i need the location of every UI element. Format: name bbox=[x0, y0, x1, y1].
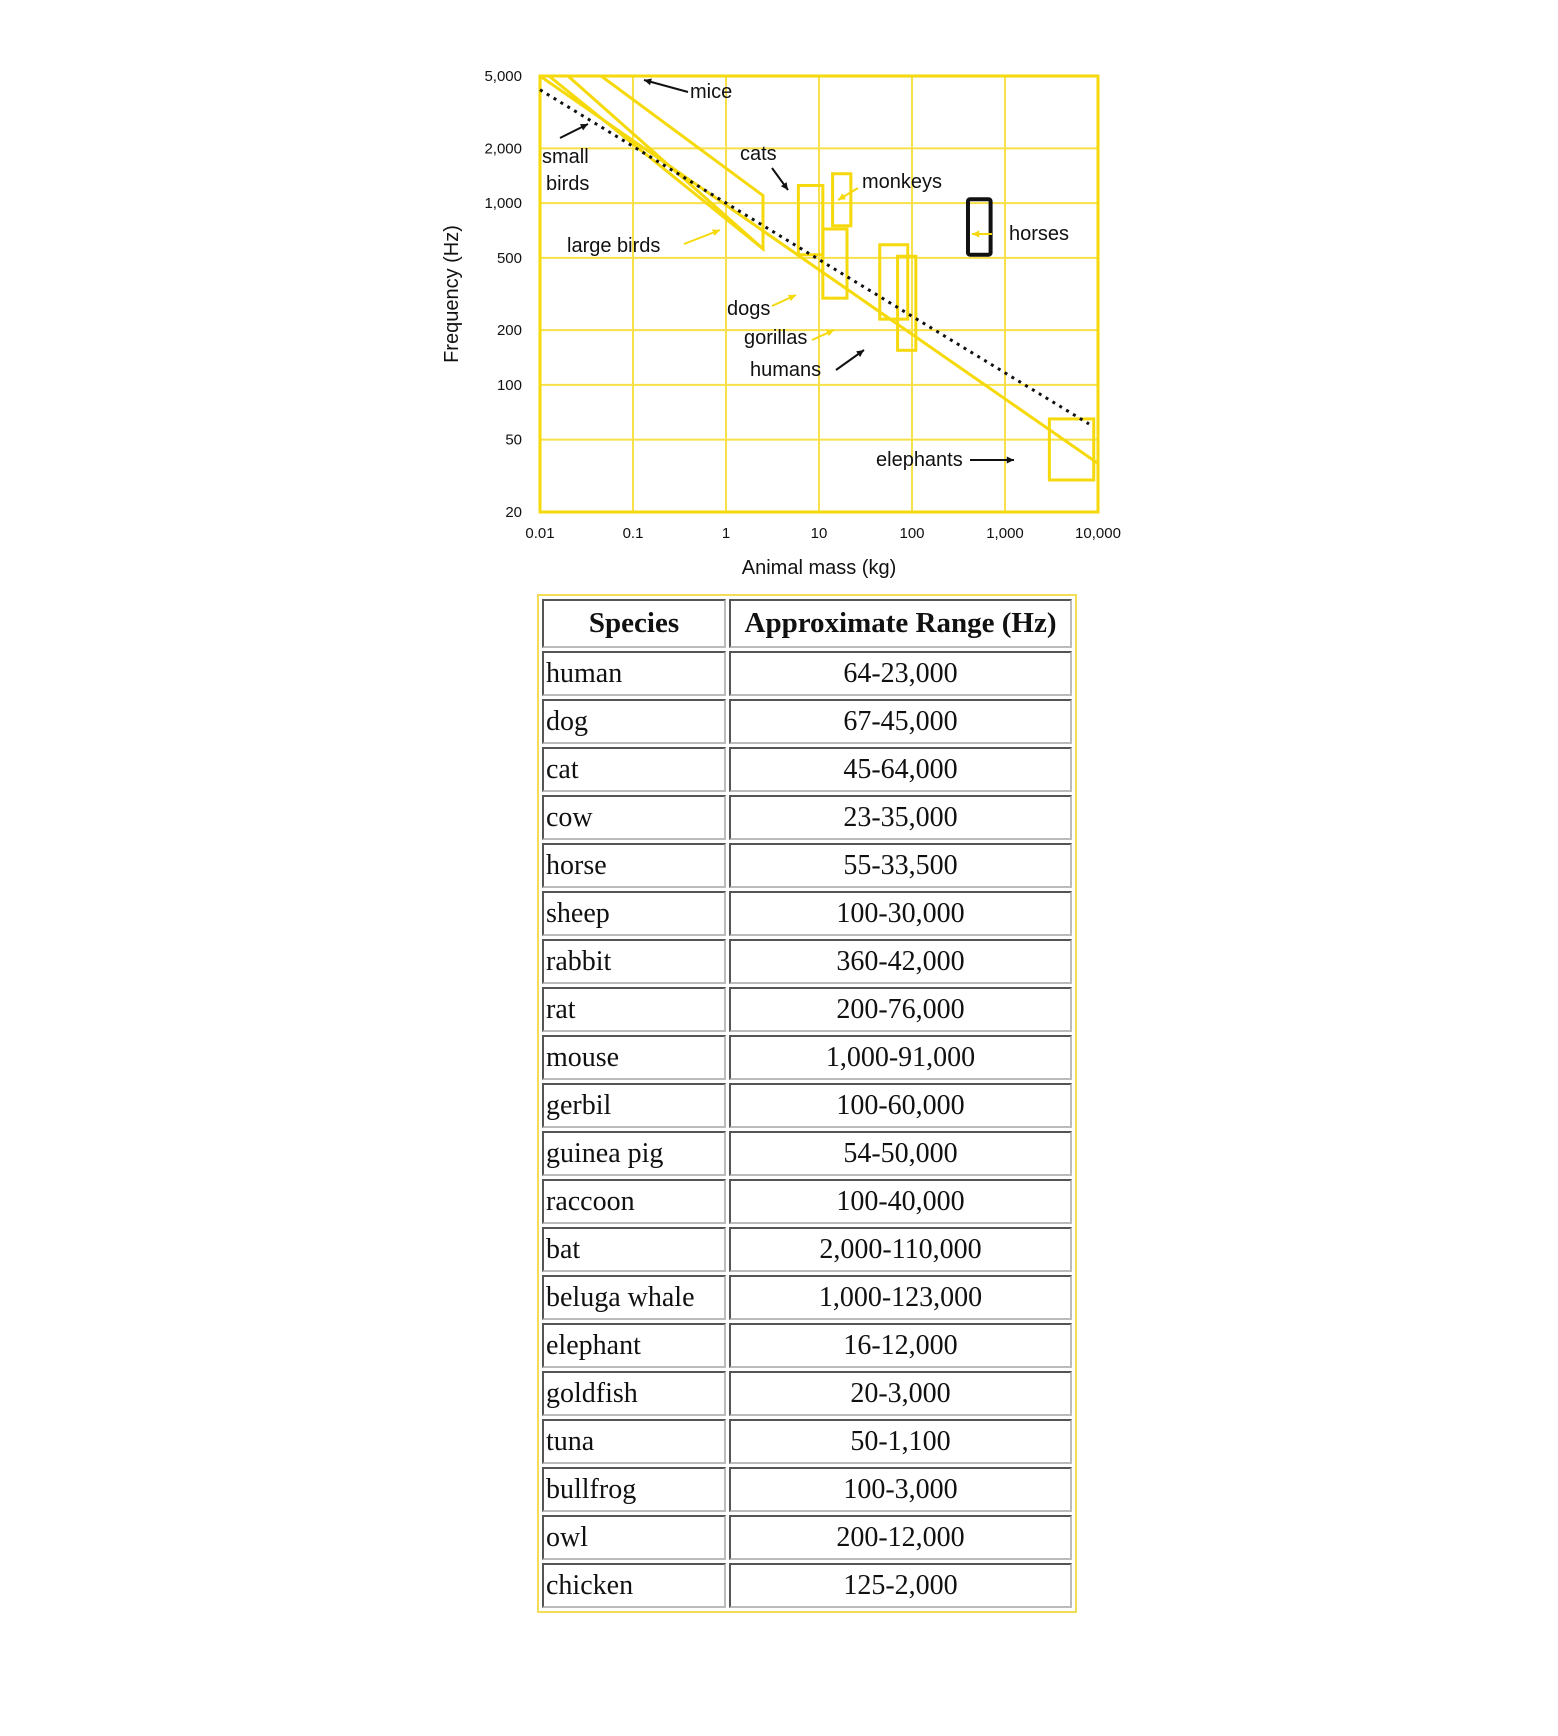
table-row bbox=[542, 1083, 1072, 1128]
range-cell: 54-50,000 bbox=[729, 1131, 1072, 1176]
y-tick-label: 200 bbox=[496, 322, 522, 340]
annotation-dogs: dogs bbox=[727, 298, 771, 320]
table-row bbox=[542, 1419, 1072, 1464]
range-box-horses bbox=[968, 199, 991, 254]
chart-svg bbox=[420, 50, 1140, 590]
table-row bbox=[542, 1515, 1072, 1560]
range-cell: 1,000-91,000 bbox=[729, 1035, 1072, 1080]
hearing-range-chart bbox=[420, 50, 1140, 590]
table-row bbox=[542, 1467, 1072, 1512]
range-cell: 100-40,000 bbox=[729, 1179, 1072, 1224]
range-cell: 200-76,000 bbox=[729, 987, 1072, 1032]
annotation-monkeys: monkeys bbox=[862, 171, 943, 193]
range-cell: 360-42,000 bbox=[729, 939, 1072, 984]
table-row bbox=[542, 939, 1072, 984]
species-cell: human bbox=[542, 651, 726, 696]
species-cell: mouse bbox=[542, 1035, 726, 1080]
range-cell: 100-30,000 bbox=[729, 891, 1072, 936]
species-cell: bat bbox=[542, 1227, 726, 1272]
range-cell: 50-1,100 bbox=[729, 1419, 1072, 1464]
y-tick-label: 500 bbox=[496, 249, 522, 267]
annotation-cats: cats bbox=[740, 143, 777, 165]
range-cell: 125-2,000 bbox=[729, 1563, 1072, 1608]
range-cell: 55-33,500 bbox=[729, 843, 1072, 888]
species-cell: tuna bbox=[542, 1419, 726, 1464]
species-cell: horse bbox=[542, 843, 726, 888]
table-row bbox=[542, 1227, 1072, 1272]
annotation-humans: humans bbox=[750, 359, 822, 381]
species-cell: beluga whale bbox=[542, 1275, 726, 1320]
species-cell: elephant bbox=[542, 1323, 726, 1368]
hearing-range-table bbox=[539, 596, 1075, 1611]
y-tick-label: 100 bbox=[496, 376, 522, 394]
table-header-row bbox=[542, 599, 1072, 648]
species-cell: cat bbox=[542, 747, 726, 792]
x-tick-label: 0.1 bbox=[622, 525, 644, 542]
y-tick-label: 2,000 bbox=[484, 140, 522, 158]
table-row bbox=[542, 987, 1072, 1032]
range-cell: 100-60,000 bbox=[729, 1083, 1072, 1128]
species-cell: bullfrog bbox=[542, 1467, 726, 1512]
species-cell: goldfish bbox=[542, 1371, 726, 1416]
annotation-large-birds: large birds bbox=[567, 235, 661, 257]
table-row bbox=[542, 1323, 1072, 1368]
table-row bbox=[542, 1371, 1072, 1416]
table-row bbox=[542, 651, 1072, 696]
species-cell: dog bbox=[542, 699, 726, 744]
table-row bbox=[542, 1563, 1072, 1608]
y-axis-label: Frequency (Hz) bbox=[441, 225, 463, 363]
range-cell: 23-35,000 bbox=[729, 795, 1072, 840]
species-cell: owl bbox=[542, 1515, 726, 1560]
x-tick-label: 10,000 bbox=[1075, 525, 1121, 542]
species-cell: sheep bbox=[542, 891, 726, 936]
annotation-elephants: elephants bbox=[876, 449, 963, 471]
species-cell: cow bbox=[542, 795, 726, 840]
range-cell: 67-45,000 bbox=[729, 699, 1072, 744]
range-box-elephants bbox=[1049, 419, 1093, 480]
annotation-gorillas: gorillas bbox=[744, 327, 808, 349]
hearing-range-table-container bbox=[537, 594, 1077, 1613]
table-row bbox=[542, 1035, 1072, 1080]
range-cell: 2,000-110,000 bbox=[729, 1227, 1072, 1272]
y-tick-label: 50 bbox=[505, 431, 522, 449]
x-axis-label: Animal mass (kg) bbox=[741, 557, 897, 579]
table-row bbox=[542, 891, 1072, 936]
x-tick-label: 1,000 bbox=[986, 525, 1024, 542]
range-cell: 1,000-123,000 bbox=[729, 1275, 1072, 1320]
species-cell: raccoon bbox=[542, 1179, 726, 1224]
column-header-range: Approximate Range (Hz) bbox=[729, 599, 1072, 648]
table-body bbox=[542, 651, 1072, 1608]
species-cell: gerbil bbox=[542, 1083, 726, 1128]
annotation-mice: mice bbox=[690, 81, 733, 103]
range-cell: 16-12,000 bbox=[729, 1323, 1072, 1368]
annotation-small: small bbox=[542, 146, 589, 168]
range-cell: 20-3,000 bbox=[729, 1371, 1072, 1416]
range-cell: 45-64,000 bbox=[729, 747, 1072, 792]
species-cell: rabbit bbox=[542, 939, 726, 984]
x-tick-label: 1 bbox=[721, 525, 731, 542]
range-cell: 64-23,000 bbox=[729, 651, 1072, 696]
table-row bbox=[542, 747, 1072, 792]
x-tick-label: 100 bbox=[899, 525, 925, 542]
x-tick-label: 10 bbox=[810, 525, 828, 542]
x-tick-label: 0.01 bbox=[525, 525, 555, 542]
table-row bbox=[542, 1131, 1072, 1176]
species-cell: guinea pig bbox=[542, 1131, 726, 1176]
species-cell: chicken bbox=[542, 1563, 726, 1608]
annotation-horses: horses bbox=[1009, 223, 1070, 245]
annotation-birds: birds bbox=[546, 173, 590, 195]
table-row bbox=[542, 1179, 1072, 1224]
table-row bbox=[542, 1275, 1072, 1320]
table-row bbox=[542, 699, 1072, 744]
y-tick-label: 5,000 bbox=[484, 68, 522, 85]
table-row bbox=[542, 795, 1072, 840]
y-tick-label: 20 bbox=[505, 504, 522, 521]
range-cell: 100-3,000 bbox=[729, 1467, 1072, 1512]
y-tick-label: 1,000 bbox=[484, 195, 522, 213]
range-box-monkeys bbox=[833, 174, 851, 226]
table-row bbox=[542, 843, 1072, 888]
column-header-species: Species bbox=[542, 599, 726, 648]
annotation-arrowhead bbox=[972, 231, 979, 238]
range-cell: 200-12,000 bbox=[729, 1515, 1072, 1560]
annotation-arrowhead bbox=[1007, 457, 1014, 464]
species-cell: rat bbox=[542, 987, 726, 1032]
